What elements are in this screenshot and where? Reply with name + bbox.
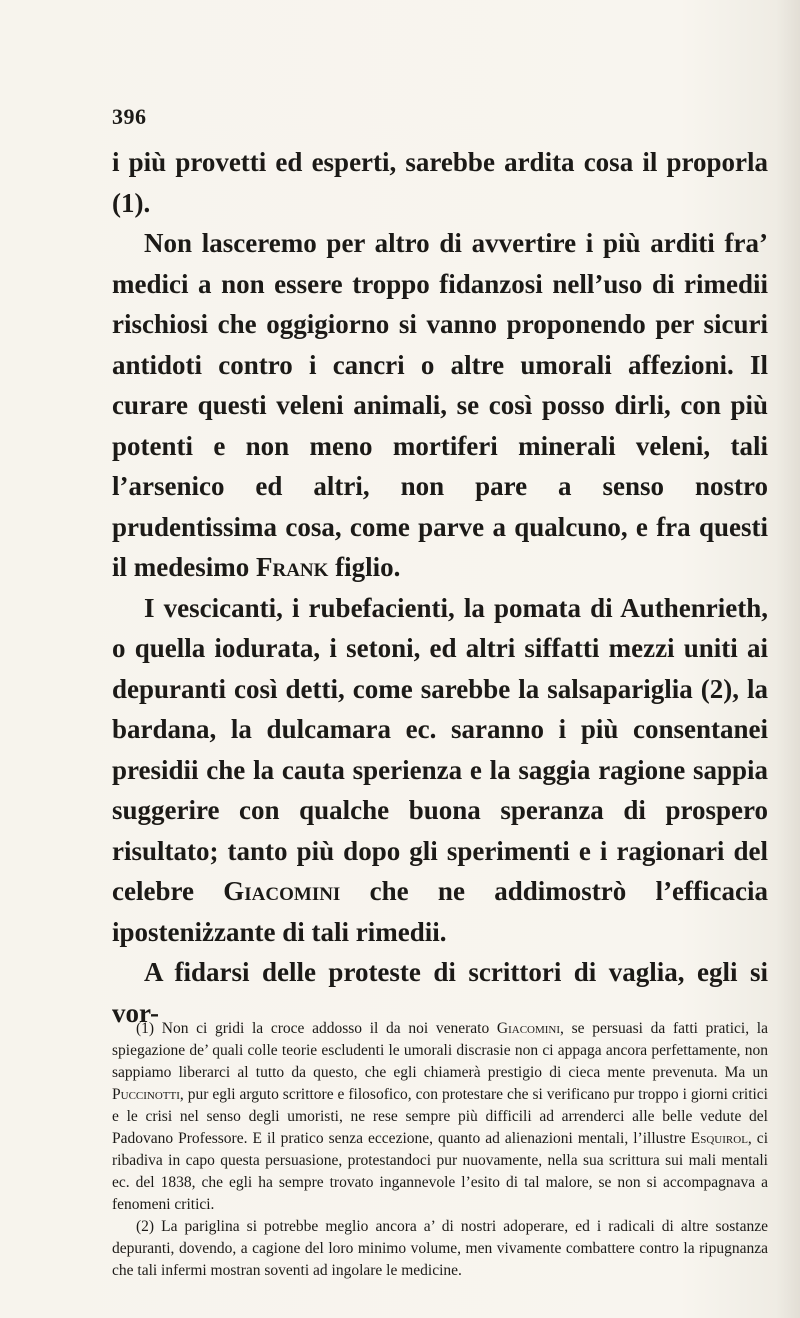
paragraph-text: figlio. xyxy=(328,552,401,582)
footnotes xyxy=(112,1018,768,1282)
paragraph-rimedii-rischiosi xyxy=(112,223,768,588)
footnote-text: , pur egli arguto scrittore e filosofico, con protestare che si verificano pur troppo i giorni critici e le crisi nel senso degli umoristi, ne rese sempre più difficili ad arrenderci alle belle vedute del Padovano Professore. E il pratico senza eccezione, quanto ad alienazioni mentali, l’illustre xyxy=(112,1086,768,1147)
paragraph-proteste: A fidarsi delle proteste di scrittori di vaglia, egli si vor- xyxy=(112,957,768,1028)
footnote-name-esquirol: Esquirol xyxy=(690,1130,748,1147)
footnote-name-giacomini: Giacomini xyxy=(496,1020,561,1037)
paragraph-text: I vescicanti, i rubefacienti, la pomata di Authenrieth, o quella iodurata, i setoni, ed altri siffatti mezzi uniti ai depuranti così detti, come sarebbe la salsapariglia (2), la bardana, la dulcamara ec. saranno i più consentanei presidii che la cauta sperienza e la saggia ragione sappia suggerire con qualche buona speranza di prospero risultato; tanto più dopo gli sperimenti e i ragionari del celebre xyxy=(112,592,768,906)
author-name-giacomini: Giacomini xyxy=(223,876,341,906)
footnote-text: , ci ribadiva in capo questa persuasione, protestandoci pur nuovamente, nella sua scrittura sui mali mentali ec. del 1838, che egli ha sempre trovato ingannevole l’esito di tal malore, se non si accompagnava a fenomeni critici. xyxy=(112,1130,768,1213)
paragraph-text: che ne addimostrò l’efficacia iposteniżzante di tali rimedii. xyxy=(112,876,768,947)
paragraph-vescicanti xyxy=(112,588,768,953)
main-text xyxy=(112,142,768,1033)
author-name-frank: Frank xyxy=(255,552,329,582)
footnote-2: (2) La pariglina si potrebbe meglio ancora a’ di nostri adoperare, ed i radicali di altre sostanze depuranti, dovendo, a cagione del loro minimo volume, men vivamente combattere contro la ripugnanza che tali infermi mostran soventi ad ingolare le medicine. xyxy=(112,1218,768,1279)
page-number: 396 xyxy=(112,104,147,129)
paragraph-text: Non lasceremo per altro di avvertire i più arditi fra’ medici a non essere troppo fidanzosi nell’uso di rimedii rischiosi che oggigiorno si vanno proponendo per sicuri antidoti contro i cancri o altre umorali affezioni. Il curare questi veleni animali, se così posso dirli, con più potenti e non meno mortiferi minerali veleni, tali l’arsenico ed altri, non pare a senso nostro prudentissima cosa, come parve a qualcuno, e fra questi il medesimo xyxy=(112,228,768,582)
footnote-name-puccinotti: Puccinotti xyxy=(112,1086,180,1103)
footnote-text: (1) Non ci gridi la croce addosso il da noi venerato xyxy=(136,1020,497,1037)
footnote-1 xyxy=(112,1018,768,1216)
footnote-text: , se persuasi da fatti pratici, la spiegazione de’ quali colle teorie escludenti le umorali discrasie non ci appaga ancora perfettamente, non sappiamo liberarci al tutto da questo, che egli chiamerà prestigio di cieca mente prevenuta. Ma un xyxy=(112,1020,768,1081)
paragraph-continuation: i più provetti ed esperti, sarebbe ardita cosa il proporla (1). xyxy=(112,147,768,218)
